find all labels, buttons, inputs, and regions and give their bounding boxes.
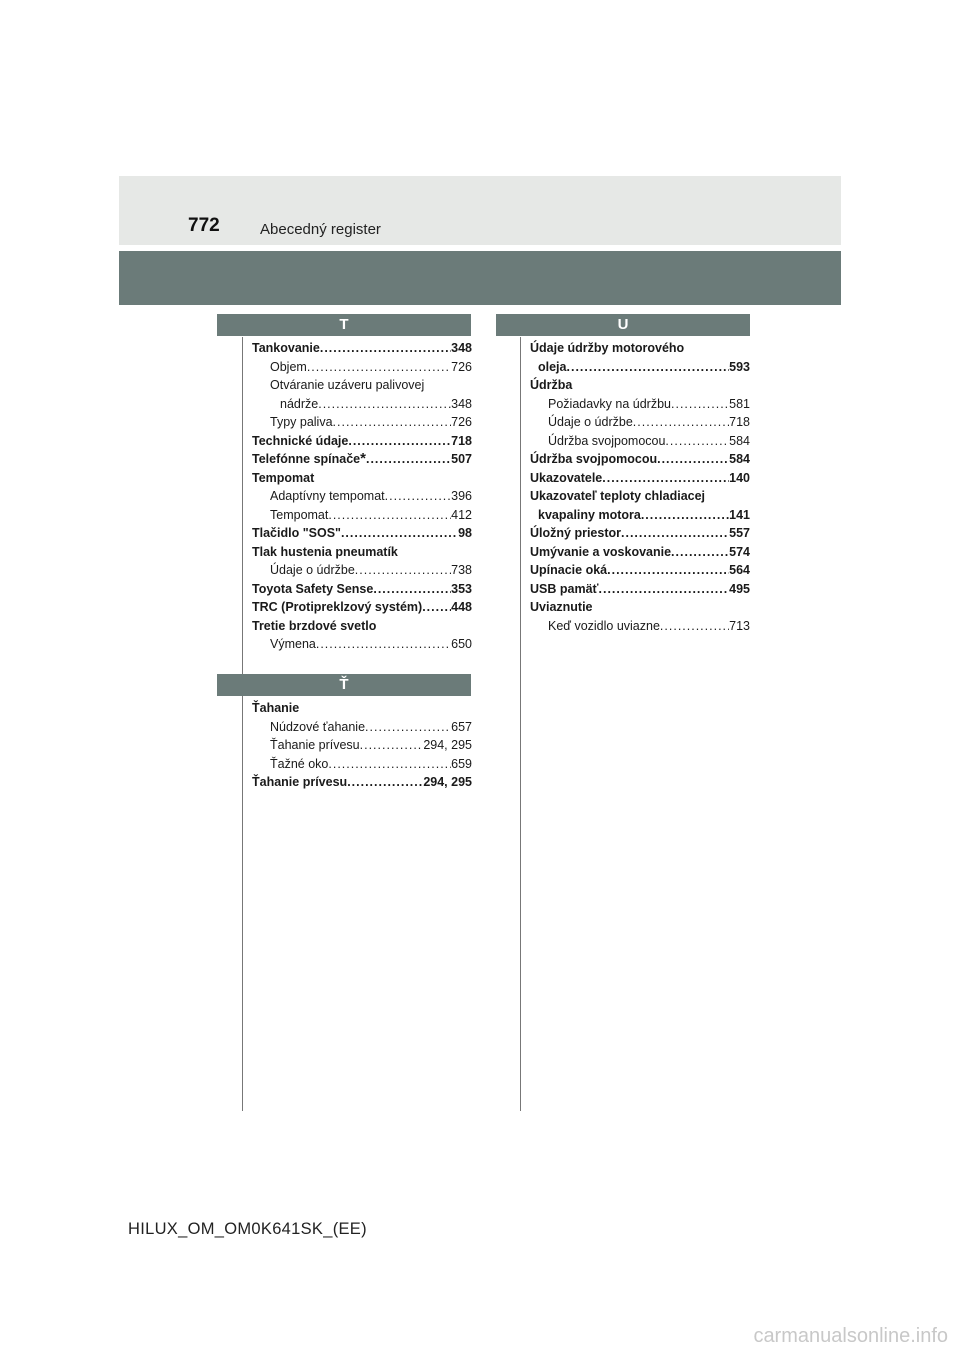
leader-dots	[328, 506, 451, 525]
leader-dots	[607, 561, 729, 580]
entry-text: Ťažné oko	[270, 756, 329, 771]
entry-text: Adaptívny tempomat	[270, 489, 385, 503]
entry-text: Ukazovatele	[530, 470, 603, 485]
entry-text: Údržba	[530, 378, 573, 392]
index-entry	[530, 395, 750, 414]
entry-text: Tempomat	[270, 507, 329, 522]
index-entry	[252, 469, 472, 488]
index-entry	[530, 358, 750, 377]
index-entry	[252, 736, 472, 755]
index-entry	[252, 718, 472, 737]
entry-text: Typy paliva	[270, 415, 333, 429]
index-entry	[530, 617, 750, 636]
leader-dots	[567, 358, 730, 377]
letter-heading-u: U	[496, 314, 750, 336]
leader-dots	[320, 339, 451, 358]
index-entry	[252, 376, 472, 395]
entry-text: Ukazovateľ teploty chladiacej	[530, 489, 706, 503]
leader-dots	[599, 580, 730, 599]
index-entry	[252, 358, 472, 377]
page-number: 772	[188, 215, 220, 236]
entry-text: Upínacie oká	[530, 563, 608, 577]
leader-dots	[355, 561, 451, 580]
index-entry	[530, 432, 750, 451]
leader-dots	[665, 432, 729, 451]
page-reference[interactable]: 718	[729, 415, 750, 429]
page-reference[interactable]: 574	[729, 544, 750, 559]
page-reference[interactable]: 507	[451, 452, 472, 466]
entry-text: oleja	[538, 359, 567, 374]
entry-text: Tempomat	[252, 470, 315, 485]
index-entry	[252, 580, 472, 599]
index-entry	[252, 699, 472, 718]
index-entry	[530, 450, 750, 469]
index-entry	[530, 524, 750, 543]
header-dark-band	[119, 251, 841, 305]
leader-dots	[318, 395, 451, 414]
entry-text: Údaje o údržbe	[548, 415, 633, 429]
leader-dots	[373, 580, 451, 599]
index-entry	[252, 395, 472, 414]
entry-text: Údaje údržby motorového	[530, 341, 685, 355]
page-reference[interactable]: 98	[458, 526, 472, 540]
entry-text: Ťahanie prívesu	[252, 775, 348, 789]
leader-dots	[347, 773, 423, 792]
leader-dots	[328, 755, 451, 774]
section-title: Abecedný register	[260, 221, 381, 238]
entry-text: Keď vozidlo uviazne	[548, 618, 660, 633]
page-reference[interactable]: 657	[451, 719, 472, 734]
entry-text: Núdzové ťahanie	[270, 719, 366, 734]
entry-text: Tlačidlo "SOS"	[252, 526, 341, 540]
index-entry	[252, 432, 472, 451]
column-divider-left	[242, 337, 243, 1111]
page-reference[interactable]: 584	[729, 433, 750, 448]
index-entry	[530, 598, 750, 617]
page-reference[interactable]: 396	[451, 489, 472, 503]
page-reference[interactable]: 495	[729, 581, 750, 596]
column-divider-right	[520, 337, 521, 1111]
leader-dots	[366, 450, 451, 469]
entry-text: Tankovanie	[252, 341, 320, 355]
leader-dots	[385, 487, 451, 506]
leader-dots	[671, 395, 729, 414]
letter-heading-t: T	[217, 314, 471, 336]
index-entry	[252, 524, 472, 543]
index-entry	[530, 580, 750, 599]
index-entry	[252, 561, 472, 580]
index-entry	[252, 617, 472, 636]
page-reference[interactable]: 726	[451, 359, 472, 374]
entry-text: Údržba svojpomocou	[530, 452, 658, 466]
page-reference[interactable]: 353	[451, 581, 472, 596]
page-reference[interactable]: 738	[451, 563, 472, 577]
leader-dots	[641, 506, 729, 525]
index-entry	[252, 755, 472, 774]
leader-dots	[633, 413, 729, 432]
leader-dots	[316, 635, 451, 654]
entry-text: Telefónne spínače	[252, 452, 361, 466]
page-reference[interactable]: 294, 295	[423, 775, 472, 789]
page-reference[interactable]: 593	[729, 359, 750, 374]
entry-text: Ťahanie	[252, 701, 300, 715]
leader-dots	[360, 736, 424, 755]
index-entry	[252, 506, 472, 525]
entry-text: Tlak hustenia pneumatík	[252, 544, 398, 559]
index-entry	[252, 339, 472, 358]
entry-text: Požiadavky na údržbu	[548, 396, 671, 411]
leader-dots	[660, 617, 729, 636]
watermark: carmanualsonline.info	[753, 1325, 948, 1347]
page-reference[interactable]: 726	[451, 415, 472, 429]
index-entry: Telefónne spínače * ..... 507	[252, 450, 472, 469]
index-entry	[252, 598, 472, 617]
index-entry	[530, 339, 750, 358]
page-reference[interactable]: 412	[451, 507, 472, 522]
page-reference[interactable]: 448	[451, 600, 472, 614]
entry-text: Otváranie uzáveru palivovej	[270, 378, 425, 392]
leader-dots	[657, 450, 729, 469]
page-reference[interactable]: 348	[451, 341, 472, 355]
entries-u	[530, 339, 750, 635]
letter-heading-t-caron: Ť	[217, 674, 471, 696]
leader-dots	[348, 432, 451, 451]
leader-dots	[333, 413, 452, 432]
index-entry	[252, 773, 472, 792]
entry-text: Technické údaje	[252, 433, 349, 448]
leader-dots	[307, 358, 451, 377]
page-reference[interactable]: 564	[729, 563, 750, 577]
leader-dots	[602, 469, 729, 488]
index-entry	[530, 543, 750, 562]
entry-text: Tretie brzdové svetlo	[252, 618, 377, 633]
entry-text: Uviaznutie	[530, 600, 593, 614]
index-entry	[252, 487, 472, 506]
page-reference[interactable]: 294, 295	[423, 738, 472, 752]
page-reference[interactable]: 348	[451, 396, 472, 411]
index-entry	[530, 561, 750, 580]
entry-text: Umývanie a voskovanie	[530, 544, 672, 559]
entry-text: kvapaliny motora	[538, 507, 641, 522]
entry-text: TRC (Protipreklzový systém)	[252, 600, 423, 614]
index-entry	[530, 413, 750, 432]
page-reference[interactable]: 140	[729, 470, 750, 485]
entry-text: USB pamäť	[530, 581, 599, 596]
entry-text: Výmena	[270, 637, 316, 651]
page-reference[interactable]: 581	[729, 396, 750, 411]
page-reference[interactable]: 659	[451, 756, 472, 771]
entry-text: nádrže	[280, 396, 319, 411]
entry-text: Toyota Safety Sense	[252, 581, 374, 596]
document-code: HILUX_OM_OM0K641SK_(EE)	[128, 1220, 367, 1238]
index-entry	[252, 413, 472, 432]
page-reference[interactable]: 141	[729, 507, 750, 522]
index-entry	[530, 506, 750, 525]
header-band	[119, 176, 841, 245]
leader-dots	[365, 718, 451, 737]
entry-text: Údaje o údržbe	[270, 563, 355, 577]
index-entry	[530, 376, 750, 395]
entry-text: Ťahanie prívesu	[270, 738, 360, 752]
entries-t	[252, 339, 472, 654]
leader-dots	[671, 543, 729, 562]
leader-dots	[422, 598, 451, 617]
index-entry	[530, 487, 750, 506]
entry-text: Objem	[270, 359, 307, 374]
index-entry	[530, 469, 750, 488]
page-reference[interactable]: 584	[729, 452, 750, 466]
entry-text: Úložný priestor	[530, 526, 621, 540]
page-reference[interactable]: 557	[729, 526, 750, 540]
index-entry	[252, 635, 472, 654]
entries-t-caron	[252, 699, 472, 792]
page-reference[interactable]: 650	[451, 637, 472, 651]
index-entry	[252, 543, 472, 562]
page-reference[interactable]: 718	[451, 433, 472, 448]
leader-dots	[621, 524, 729, 543]
page-reference[interactable]: 713	[729, 618, 750, 633]
leader-dots	[341, 524, 458, 543]
entry-text: Údržba svojpomocou	[548, 433, 666, 448]
